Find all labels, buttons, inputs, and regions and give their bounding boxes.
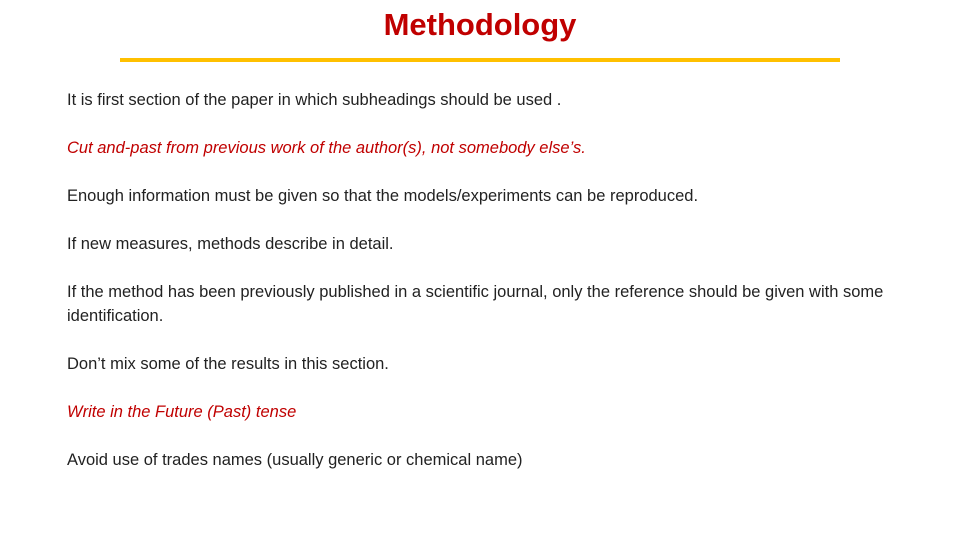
paragraph-new-measures: If new measures, methods describe in detail. <box>67 235 394 253</box>
paragraph-previously-published: If the method has been previously published in a scientific journal, only the reference should be given with some identification. <box>67 283 884 325</box>
paragraph-subheadings: It is first section of the paper in which subheadings should be used . <box>67 91 562 109</box>
paragraph-reproducibility: Enough information must be given so that the models/experiments can be reproduced. <box>67 187 699 205</box>
paragraph-dont-mix-results: Don’t mix some of the results in this section. <box>67 355 389 373</box>
slide-title: Methodology <box>383 7 577 42</box>
title-underline <box>120 58 840 62</box>
slide-body <box>67 88 927 472</box>
paragraph-cut-and-paste: Cut and-past from previous work of the author(s), not somebody else’s. <box>67 139 586 157</box>
paragraph-tense: Write in the Future (Past) tense <box>67 403 297 421</box>
paragraph-trade-names: Avoid use of trades names (usually generic or chemical name) <box>67 451 523 469</box>
